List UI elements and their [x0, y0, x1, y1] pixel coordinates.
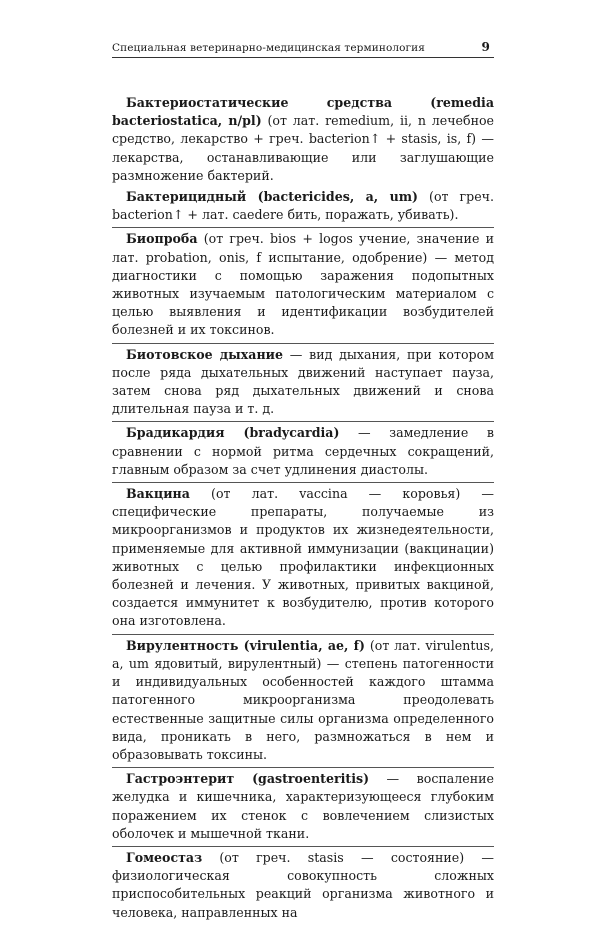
glossary-entry	[112, 421, 494, 479]
entry-term: Бактерицидный (bactericides, a, um)	[126, 189, 419, 205]
glossary-entry	[112, 343, 494, 419]
running-title: Специальная ветеринарно-медицинская терминология	[112, 42, 425, 54]
entry-term: Брадикардия (bradycardia)	[126, 425, 340, 441]
entry-definition: — вид дыхания, при котором после ряда дыхательных движений наступает пауза, затем снова ряд дыхательных движений и снова длительная пауза и т. д.	[112, 346, 494, 417]
glossary-entry	[112, 94, 494, 185]
glossary-body	[112, 94, 494, 922]
entry-term: Гастроэнтерит (gastroenteritis)	[126, 771, 370, 787]
book-page	[112, 40, 494, 925]
glossary-entry	[112, 482, 494, 631]
entry-definition: — воспаление желудка и кишечника, характеризующееся глубоким поражением их стенок с вовлечением слизистых оболочек и мышечной ткани.	[112, 771, 494, 841]
entry-term: Биопроба	[126, 231, 198, 247]
glossary-entry	[112, 227, 494, 339]
running-header	[112, 40, 494, 58]
entry-definition: (от лат. virulentus, a, um ядовитый, вирулентный) — степень патогенности и индивидуальных особенностей каждого штамма патогенного микроорганизма преодолевать естественные защитные силы организма определенного вида, проникать в него, размножаться в нем и образовывать токсины.	[112, 637, 494, 762]
entry-definition: (от греч. bacterion↑ + лат. caedere бить, поражать, убивать).	[112, 189, 494, 223]
glossary-entry	[112, 846, 494, 922]
page-number: 9	[481, 40, 490, 54]
entry-term: Вакцина	[126, 486, 190, 502]
entry-definition: (от лат. remedium, ii, n лечебное средство, лекарство + греч. bacterion↑ + stasis, is, f) — лекарства, останавливающие или заглушающие размножение бактерий.	[112, 113, 495, 183]
entry-definition: (от лат. vaccina — коровья) — специфические препараты, получаемые из микроорганизмов и продуктов их жизнедеятельности, применяемые для активной иммунизации (вакцинации) животных с целью профилактики инфекционных болезней и лечения. У животных, привитых вакциной, создается иммунитет к возбудителю, против которого она изготовлена.	[112, 486, 494, 629]
entry-definition: (от греч. bios + logos учение, значение и лат. probation, onis, f испытание, одобрение) — метод диагностики с помощью заражения подопытных животных изучаемым патологическим материалом с целью выявления и идентификации возбудителей болезней и их токсинов.	[112, 231, 494, 338]
entry-term: Гомеостаз	[126, 849, 203, 865]
glossary-entry	[112, 634, 494, 764]
glossary-entry	[112, 188, 494, 224]
glossary-entry	[112, 767, 494, 843]
entry-term: Бактериостатические средства (remedia bacteriostatica, n/pl)	[112, 95, 494, 129]
entry-term: Вирулентность (virulentia, ae, f)	[126, 637, 365, 653]
entry-definition: — замедление в сравнении с нормой ритма сердечных сокращений, главным образом за счет удлинения диастолы.	[112, 425, 494, 477]
entry-term: Биотовское дыхание	[126, 346, 284, 362]
entry-definition: (от греч. stasis — состояние) — физиологическая совокупность сложных приспособительных реакций организма животного и человека, направленных на	[112, 849, 494, 920]
